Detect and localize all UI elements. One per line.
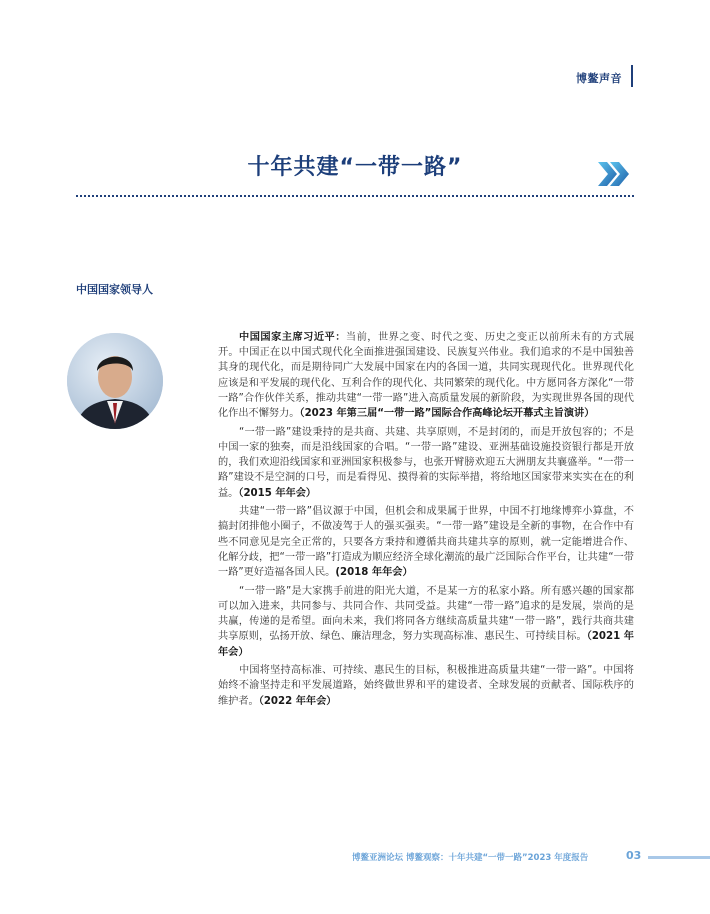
section-divider — [631, 65, 633, 87]
speaker-label: 中国国家主席习近平： — [239, 332, 346, 343]
quote-paragraph — [218, 330, 634, 421]
quote-paragraph — [218, 504, 634, 580]
quote-source: （2022 年年会） — [258, 695, 337, 707]
section-tag: 博鳌声音 — [576, 72, 622, 85]
quote-text-block — [218, 330, 634, 712]
quote-body: “一带一路”建设秉持的是共商、共建、共享原则，不是封闭的，而是开放包容的；不是中国一家的独奏，而是沿线国家的合唱。“一带一路”建设、亚洲基础设施投资银行都是开放的，我们欢迎沿线国家和亚洲国家积极参与，也张开臂膀欢迎五大洲朋友共襄盛举。“一带一路”建设不是空洞的口号，而是看得见、摸得着的实际举措，将给地区国家带来实实在在的利益。 — [218, 426, 634, 499]
quote-source: (2018 年年会） — [335, 567, 413, 579]
quote-paragraph — [218, 584, 634, 660]
quote-paragraph — [218, 425, 634, 501]
footer-rule — [648, 856, 710, 859]
quote-body: 共建“一带一路”倡议源于中国，但机会和成果属于世界，中国不打地缘博弈小算盘，不搞封闭排他小圈子，不做凌驾于人的强买强卖。“一带一路”建设是全新的事物，在合作中有些不同意见是完全正常的，只要各方秉持和遵循共商共建共享的原则，就一定能增进合作、化解分歧，把“一带一路”打造成为顺应经济全球化潮流的最广泛国际合作平台，让共建“一带一路”更好造福各国人民。 — [218, 506, 634, 579]
page-number: 03 — [626, 849, 642, 862]
section-subheading: 中国国家领导人 — [76, 283, 153, 296]
quote-source: （2015 年年会） — [238, 487, 317, 499]
person-portrait — [67, 333, 163, 429]
quote-body: “一带一路”是大家携手前进的阳光大道，不是某一方的私家小路。所有感兴趣的国家都可以加入进来，共同参与、共同合作、共同受益。共建“一带一路”追求的是发展，崇尚的是共赢，传递的是希望。面向未来，我们将同各方继续高质量共建“一带一路”，践行共商共建共享原则，弘扬开放、绿色、廉洁理念，努力实现高标准、惠民生、可持续目标。 — [218, 585, 634, 643]
quote-source: （2021 年年会） — [218, 631, 634, 658]
footer-report-title: 博鳌亚洲论坛 博鳌观察：十年共建“一带一路”2023 年度报告 — [352, 853, 589, 863]
quote-body: 中国将坚持高标准、可持续、惠民生的目标，积极推进高质量共建“一带一路”。中国将始终不渝坚持走和平发展道路，始终做世界和平的建设者、全球发展的贡献者、国际秩序的维护者。 — [218, 665, 634, 707]
title-divider — [76, 195, 634, 197]
quote-paragraph — [218, 663, 634, 709]
page-title: 十年共建“一带一路” — [247, 155, 463, 180]
double-chevron-right-icon — [595, 160, 631, 188]
quote-body: 当前，世界之变、时代之变、历史之变正以前所未有的方式展开。中国正在以中国式现代化全面推进强国建设、民族复兴伟业。我们追求的不是中国独善其身的现代化，而是期待同广大发展中国家在内的各国一道，共同实现现代化。世界现代化应该是和平发展的现代化、互利合作的现代化、共同繁荣的现代化。中方愿同各方深化“一带一路”合作伙伴关系，推动共建“一带一路”进入高质量发展的新阶段，为实现世界各国的现代化作出不懈努力。 — [218, 332, 635, 420]
quote-source: （2023 年第三届“一带一路”国际合作高峰论坛开幕式主旨演讲） — [299, 408, 595, 420]
